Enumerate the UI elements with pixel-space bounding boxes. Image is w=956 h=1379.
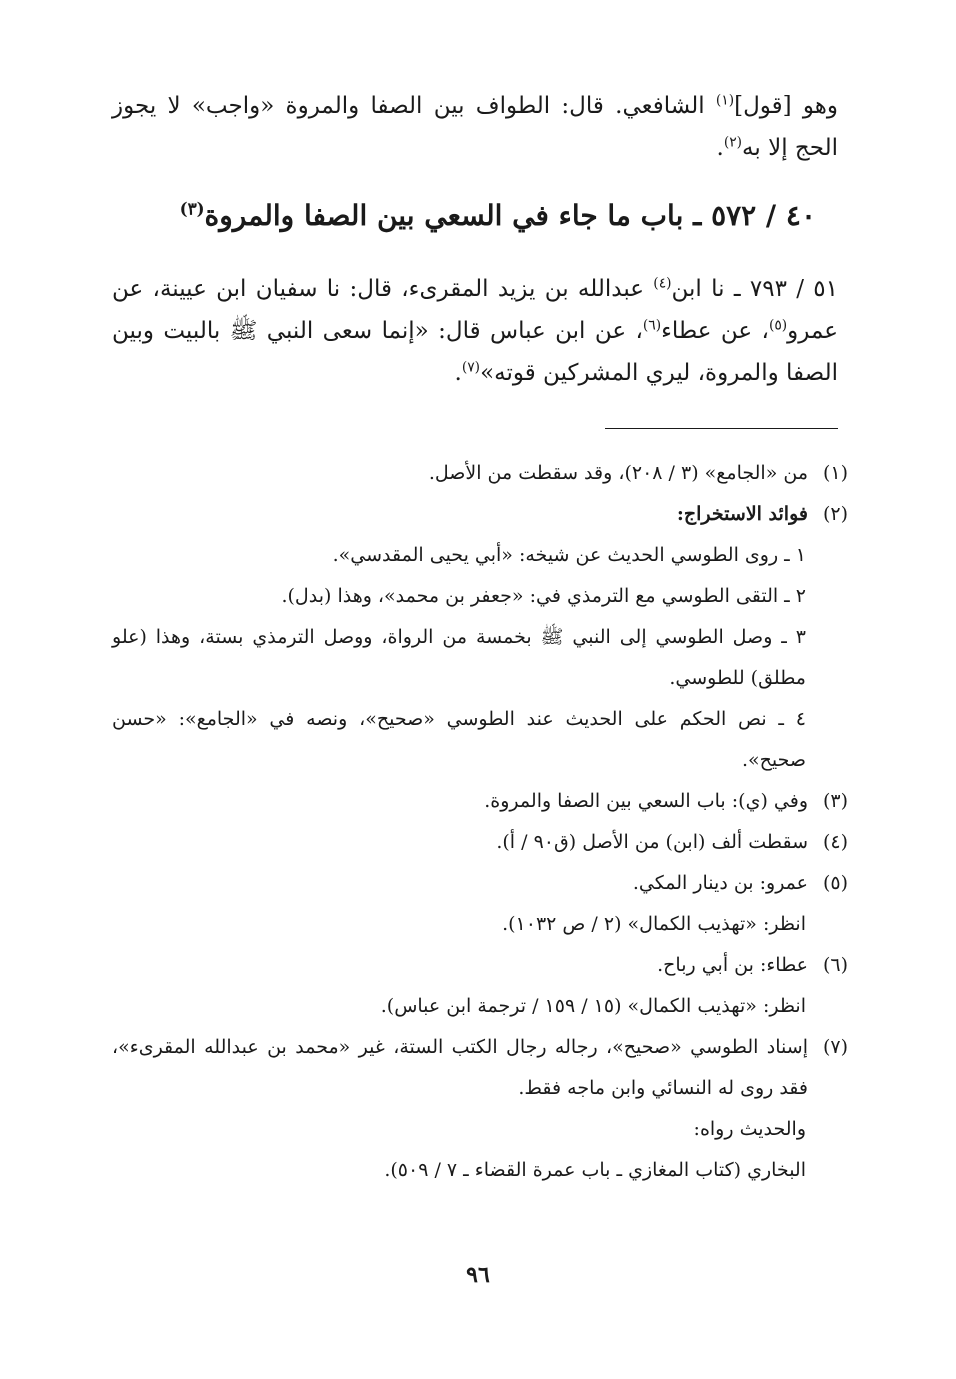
footnote-3 [112,781,848,822]
footnote-number: (٦) [822,954,848,976]
benefit-item-3: ٣ ـ وصل الطوسي إلى النبي ﷺ بخمسة من الرواة، ووصل الترمذي بستة، وهذا (علو مطلق) للطوسي. [112,626,806,689]
footnote-ref-1: (١) [715,92,735,109]
footnote-ref-6: (٦) [642,317,662,334]
footnote-text: من «الجامع» (٣ / ٢٠٨)، وقد سقطت من الأصل. [428,462,808,484]
footnote-separator [605,428,838,429]
footnote-5-reference: انظر: «تهذيب الكمال» (٢ / ص ١٠٣٢). [502,913,806,935]
footnote-6 [112,945,848,986]
intro-paragraph [112,85,838,169]
benefit-item-1: ١ ـ روى الطوسي الحديث عن شيخه: «أبي يحيى المقدسي». [332,544,806,566]
hadith-number: ٥١ / ٧٩٣ ـ نا ابن [671,276,838,302]
footnote-text: عمرو: بن دينار المكي. [632,872,808,894]
footnote-text: سقطت ألف (ابن) من الأصل (ق٩٠ / أ). [496,831,808,853]
footnote-number: (٣) [822,790,848,812]
chapter-heading-text: ٤٠ / ٥٧٢ ـ باب ما جاء في السعي بين الصفا والمروة [204,199,816,232]
footnotes-section [112,453,848,1191]
footnote-number: (٤) [822,831,848,853]
footnote-7 [112,1027,848,1109]
hadith-chain-2: ، عن عطاء [661,318,769,344]
hadith-chain-1: عبدالله بن يزيد المقرىء، قال: نا سفيان ابن عيينة، عن عمرو [112,276,838,344]
hadith-text: ، عن ابن عباس قال: «إنما سعى النبي ﷺ بالبيت وبين الصفا والمروة، ليري المشركين قوته» [112,318,838,386]
intro-text-end: . [716,135,724,161]
footnote-text: إسناد الطوسي «صحيح»، رجاله رجال الكتب الستة، غير «محمد بن عبدالله المقرىء»، فقد روى له النسائي وابن ماجه فقط. [112,1036,808,1099]
footnote-2 [112,494,848,535]
footnote-5 [112,863,848,904]
footnote-ref-2: (٢) [723,134,743,151]
footnote-number: (٧) [822,1036,848,1058]
footnote-number: (٥) [822,872,848,894]
page-number: ٩٦ [466,1262,490,1288]
footnote-text: وفي (ي): باب السعي بين الصفا والمروة. [484,790,808,812]
intro-text-middle: الشافعي. قال: الطواف بين الصفا والمروة «واجب» لا يجوز الحج إلا به [112,93,838,161]
footnote-ref-4: (٤) [653,275,672,292]
chapter-heading [112,193,816,239]
benefit-item-2: ٢ ـ التقى الطوسي مع الترمذي في: «جعفر بن محمد»، وهذا (بدل). [281,585,806,607]
benefit-item-4: ٤ ـ نص الحكم على الحديث عند الطوسي «صحيح»، ونصه في «الجامع»: «حسن صحيح». [112,708,806,771]
footnote-heading: فوائد الاستخراج: [676,503,808,525]
footnote-6-reference: انظر: «تهذيب الكمال» (١٥ / ١٥٩ / ترجمة ابن عباس). [380,995,806,1017]
hadith-end: . [454,360,462,386]
footnote-7-line-3: البخاري (كتاب المغازي ـ باب عمرة القضاء ـ ٧ / ٥٠٩). [384,1159,806,1181]
footnote-number: (١) [822,462,848,484]
footnote-ref-3: (٣) [179,198,205,219]
footnote-7-line-2: والحديث رواه: [693,1118,806,1140]
footnote-ref-5: (٥) [768,317,788,334]
footnote-1 [112,453,848,494]
hadith-paragraph [112,268,838,394]
footnote-text: عطاء: بن أبي رباح. [657,954,808,976]
footnote-number: (٢) [822,503,848,525]
footnote-ref-7: (٧) [461,359,481,376]
intro-text-start: وهو [قول] [734,93,838,119]
footnote-4 [112,822,848,863]
